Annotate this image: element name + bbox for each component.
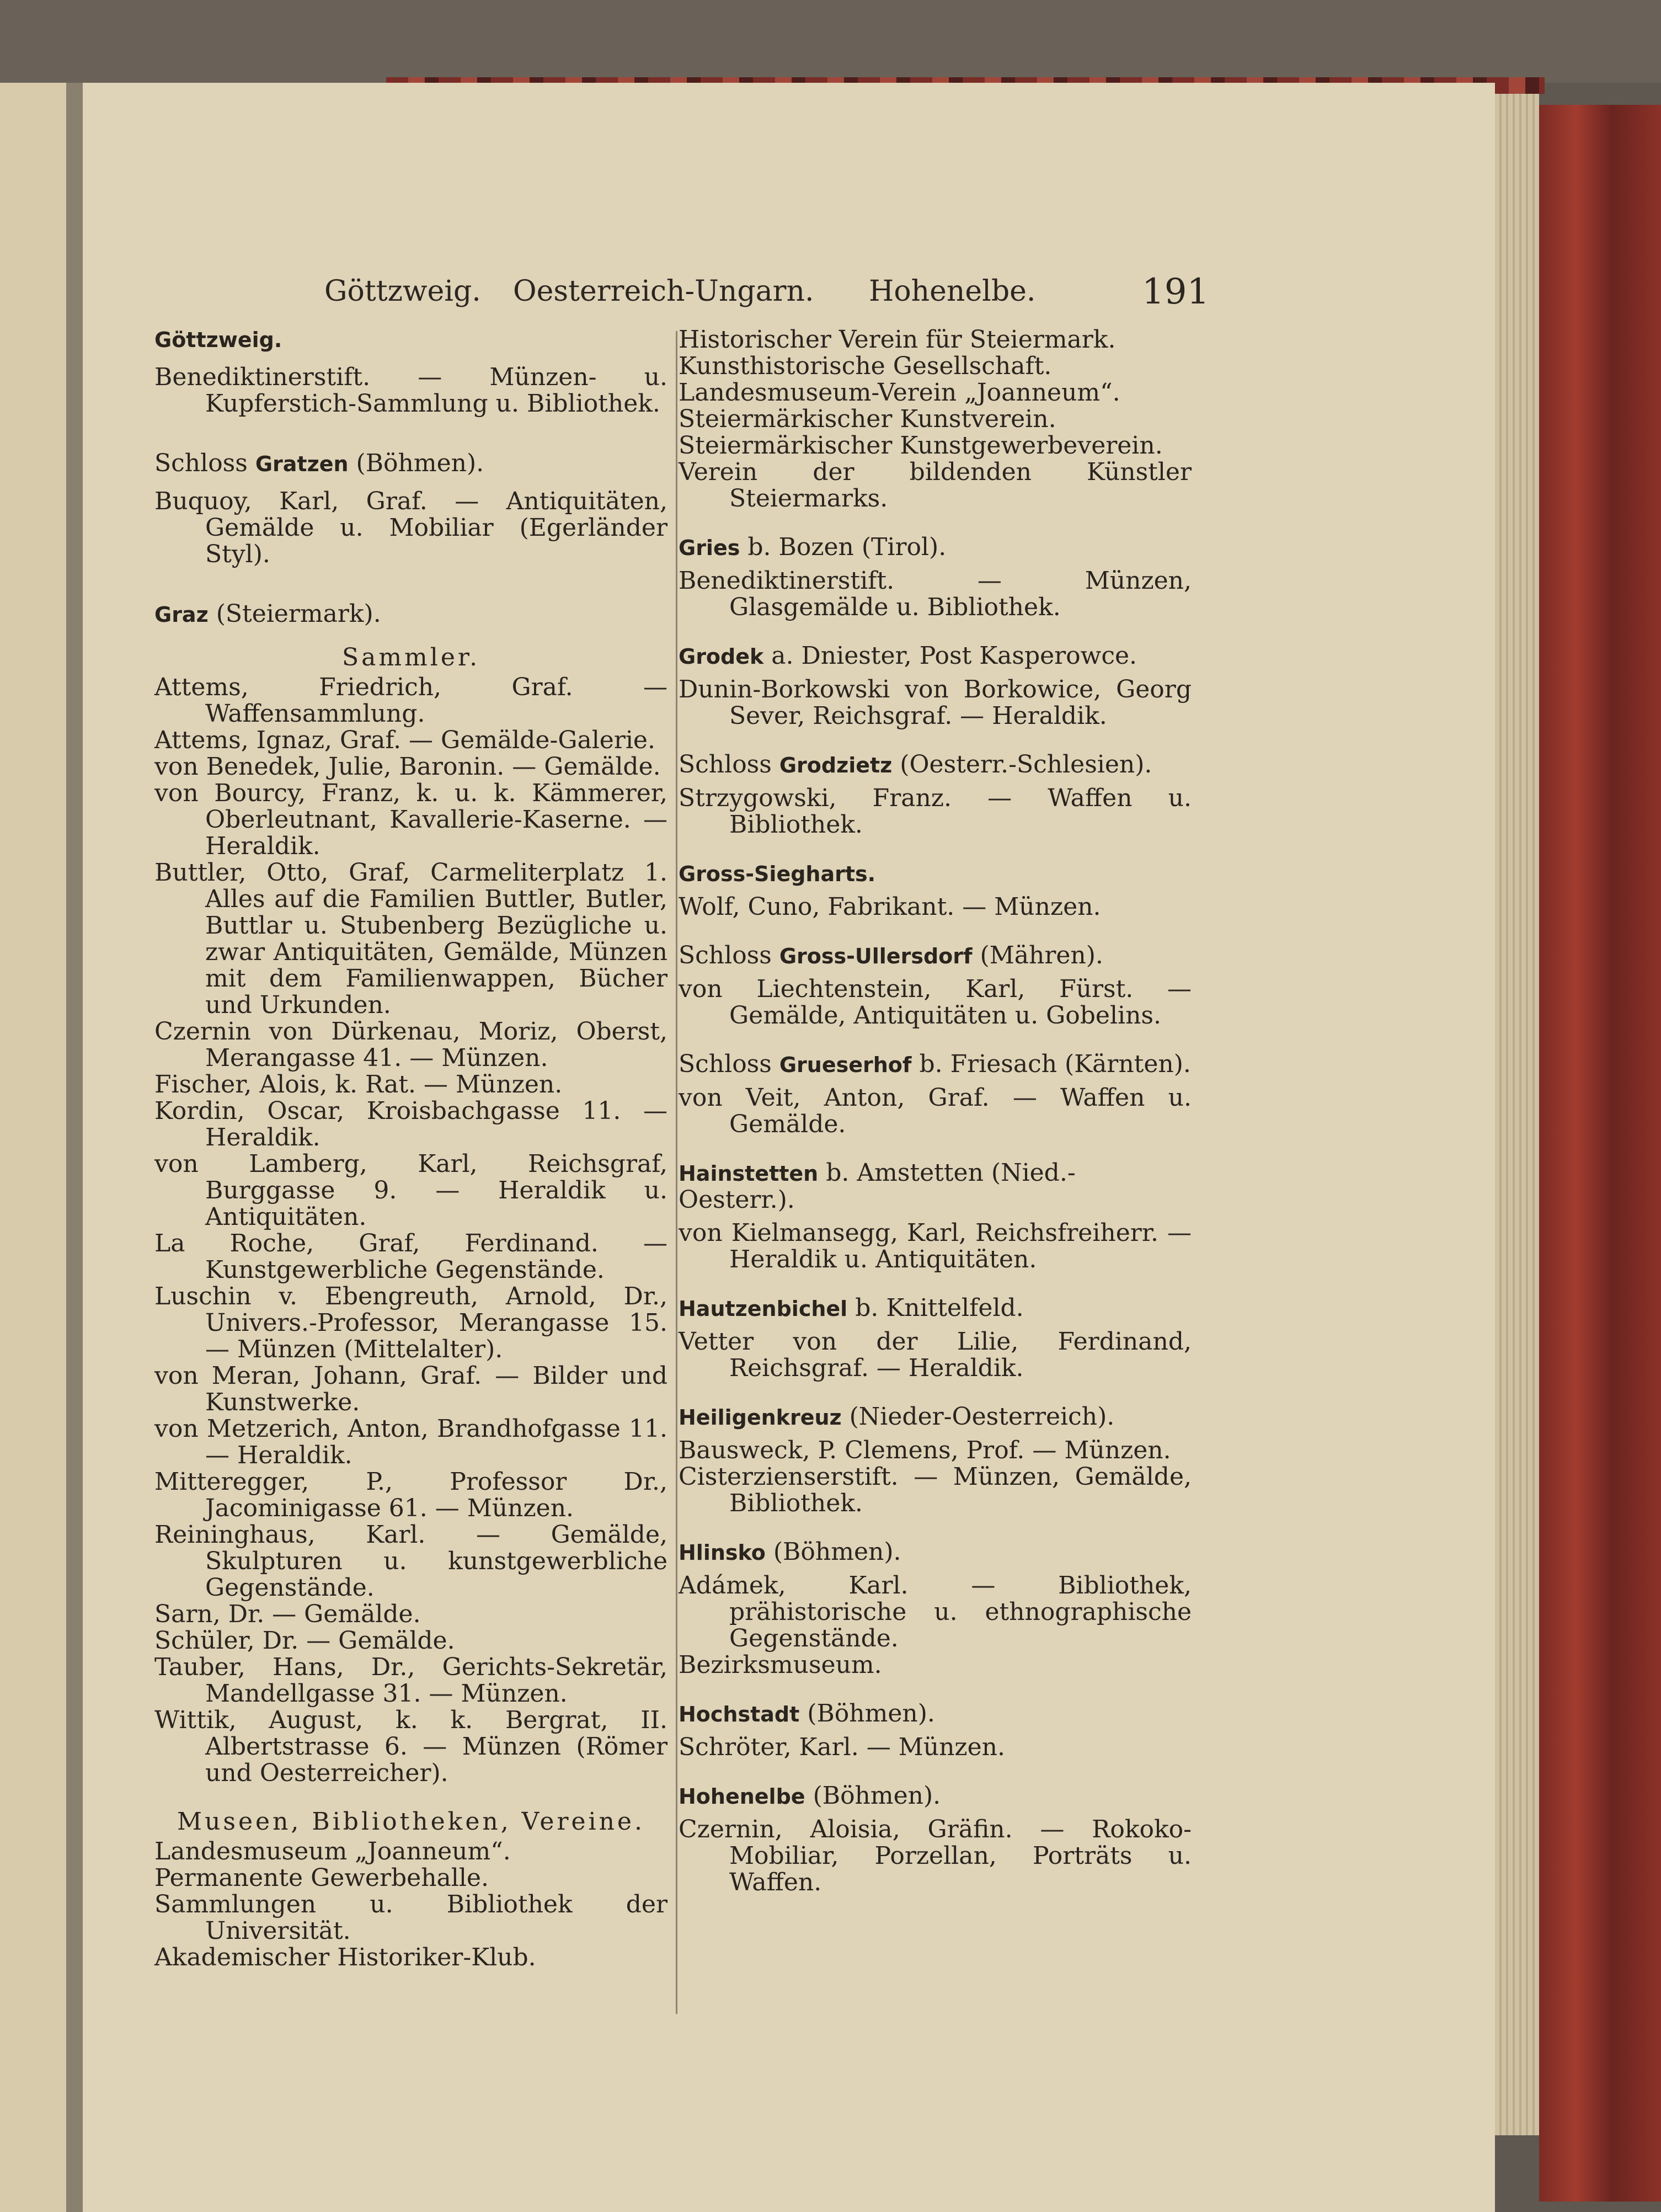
heading-suffix: (Steiermark). <box>216 600 381 628</box>
left-page-edge <box>0 83 77 2212</box>
place-heading <box>679 1539 1192 1566</box>
place-heading <box>679 1295 1192 1322</box>
place-heading <box>679 860 1192 887</box>
place-heading <box>679 643 1192 670</box>
entry: Tauber, Hans, Dr., Gerichts-Sekretär, Mandellgasse 31. — Münzen. <box>154 1653 667 1708</box>
heading-suffix: b. Friesach (Kärnten). <box>919 1050 1191 1078</box>
heading-suffix: b. Knittelfeld. <box>855 1294 1024 1322</box>
page-number: 191 <box>1142 271 1210 312</box>
heading-suffix: a. Dniester, Post Kasperowce. <box>771 642 1137 670</box>
right-column <box>679 327 1192 1896</box>
heading-suffix: (Oesterr.-Schlesien). <box>900 750 1152 779</box>
place-heading: Göttzweig. <box>154 328 282 352</box>
background-top <box>0 0 1661 83</box>
entry: Luschin v. Ebengreuth, Arnold, Dr., Univers.-Professor, Merangasse 15. — Münzen (Mittelalter). <box>154 1282 667 1363</box>
entry: Czernin von Dürkenau, Moriz, Oberst, Merangasse 41. — Münzen. <box>154 1017 667 1072</box>
running-head-left: Göttzweig. <box>324 275 481 308</box>
heading-suffix: (Nieder-Oesterreich). <box>849 1403 1115 1431</box>
heading-prefix: Schloss <box>679 750 772 779</box>
entry: von Liechtenstein, Karl, Fürst. — Gemälde, Antiquitäten u. Gobelins. <box>679 975 1192 1030</box>
heading-name: Heiligenkreuz <box>679 1405 842 1430</box>
entry: von Benedek, Julie, Baronin. — Gemälde. <box>154 753 661 781</box>
entry: von Metzerich, Anton, Brandhofgasse 11. — Heraldik. <box>154 1415 667 1469</box>
entry: Attems, Ignaz, Graf. — Gemälde-Galerie. <box>154 726 655 754</box>
entry: Verein der bildenden Künstler Steiermarks. <box>679 458 1192 513</box>
heading-suffix: b. Bozen (Tirol). <box>747 533 947 561</box>
entry: Fischer, Alois, k. Rat. — Münzen. <box>154 1070 563 1099</box>
place-heading <box>154 450 667 477</box>
entry: von Veit, Anton, Graf. — Waffen u. Gemälde. <box>679 1084 1192 1138</box>
heading-prefix: Schloss <box>679 941 772 969</box>
entry: Kunsthistorische Gesellschaft. <box>679 352 1052 380</box>
entry: Adámek, Karl. — Bibliothek, prähistorische u. ethnographische Gegenstände. <box>679 1571 1192 1653</box>
heading-name: Hochstadt <box>679 1702 800 1726</box>
heading-prefix: Schloss <box>154 449 248 477</box>
heading-name: Hlinsko <box>679 1541 766 1565</box>
heading-suffix: (Böhmen). <box>773 1538 901 1566</box>
entry: Vetter von der Lilie, Ferdinand, Reichsgraf. — Heraldik. <box>679 1328 1192 1382</box>
spacer <box>154 353 667 364</box>
entry: Strzygowski, Franz. — Waffen u. Bibliothek. <box>679 784 1192 839</box>
entry: Benediktinerstift. — Münzen, Glasgemälde u. Bibliothek. <box>679 567 1192 621</box>
entry: von Kielmansegg, Karl, Reichsfreiherr. — Heraldik u. Antiquitäten. <box>679 1219 1192 1273</box>
book-gutter <box>66 83 83 2212</box>
entry: Cisterzienserstift. — Münzen, Gemälde, Bibliothek. <box>679 1463 1192 1517</box>
heading-suffix: (Mähren). <box>980 941 1103 969</box>
spacer <box>154 477 667 488</box>
heading-name: Gross-Siegharts. <box>679 862 876 886</box>
place-heading <box>679 534 1192 561</box>
marbled-cover <box>1539 105 1661 2202</box>
place-heading <box>679 1404 1192 1431</box>
entry: Schröter, Karl. — Münzen. <box>679 1733 1005 1761</box>
left-column <box>154 327 667 1971</box>
entry: Sarn, Dr. — Gemälde. <box>154 1600 421 1628</box>
entry: Schüler, Dr. — Gemälde. <box>154 1627 455 1655</box>
entry: Landesmuseum-Verein „Joanneum“. <box>679 379 1120 407</box>
heading-name: Grodzietz <box>779 753 893 777</box>
heading-name: Gratzen <box>255 452 349 476</box>
place-heading <box>679 1701 1192 1728</box>
place-heading <box>679 1051 1192 1078</box>
heading-name: Gries <box>679 536 740 560</box>
running-head <box>0 271 1661 313</box>
entry: Bezirksmuseum. <box>679 1651 882 1679</box>
entry: von Meran, Johann, Graf. — Bilder und Kunstwerke. <box>154 1362 667 1416</box>
heading-suffix: (Böhmen). <box>813 1782 941 1810</box>
entry: Buttler, Otto, Graf, Carmeliterplatz 1. Alles auf die Familien Buttler, Butler, Buttlar u. Stubenberg Bezügliche u. zwar Antiquitäten, Gemälde, Münzen mit dem Familienwappen, Bücher und Urkunden. <box>154 859 667 1019</box>
heading-name: Graz <box>154 603 209 627</box>
entry: Mitteregger, P., Professor Dr., Jacominigasse 61. — Münzen. <box>154 1468 667 1522</box>
heading-prefix: Schloss <box>679 1050 772 1078</box>
entry: von Lamberg, Karl, Reichsgraf, Burggasse 9. — Heraldik u. Antiquitäten. <box>154 1150 667 1231</box>
heading-name: Gross-Ullersdorf <box>779 944 973 968</box>
heading-suffix: b. Amstetten (Nied.-Oesterr.). <box>679 1159 1076 1214</box>
heading-name: Grodek <box>679 644 764 669</box>
place-heading <box>679 1783 1192 1810</box>
running-head-center: Oesterreich-Ungarn. <box>513 275 814 308</box>
entry: Benediktinerstift. — Münzen- u. Kupferstich-Sammlung u. Bibliothek. <box>154 363 667 418</box>
entry: Dunin-Borkowski von Borkowice, Georg Sever, Reichsgraf. — Heraldik. <box>679 675 1192 730</box>
entry: Bausweck, P. Clemens, Prof. — Münzen. <box>679 1436 1171 1464</box>
entry: Historischer Verein für Steiermark. <box>679 326 1116 354</box>
entry: Buquoy, Karl, Graf. — Antiquitäten, Gemälde u. Mobiliar (Egerländer Styl). <box>154 487 667 568</box>
entry: La Roche, Graf, Ferdinand. — Kunstgewerbliche Gegenstände. <box>154 1229 667 1284</box>
entry: Wittik, August, k. k. Bergrat, II. Albertstrasse 6. — Münzen (Römer und Oesterreicher). <box>154 1706 667 1787</box>
heading-name: Hautzenbichel <box>679 1297 848 1321</box>
entry: Steiermärkischer Kunstgewerbeverein. <box>679 431 1163 460</box>
entry: Landesmuseum „Joanneum“. <box>154 1837 511 1865</box>
heading-suffix: (Böhmen). <box>356 449 484 477</box>
place-heading <box>679 751 1192 779</box>
heading-name: Grueserhof <box>779 1053 912 1077</box>
heading-name: Hohenelbe <box>679 1784 805 1809</box>
entry: Steiermärkischer Kunstverein. <box>679 405 1056 433</box>
running-head-right: Hohenelbe. <box>869 275 1036 308</box>
place-list <box>679 534 1192 1896</box>
entry: Permanente Gewerbehalle. <box>154 1864 489 1892</box>
entry: Czernin, Aloisia, Gräfin. — Rokoko-Mobiliar, Porzellan, Porträts u. Waffen. <box>679 1815 1192 1896</box>
place-heading <box>679 942 1192 969</box>
entry: Wolf, Cuno, Fabrikant. — Münzen. <box>679 893 1101 921</box>
subsection-label: Sammler. <box>341 643 480 671</box>
entry: Reininghaus, Karl. — Gemälde, Skulpturen u. kunstgewerbliche Gegenstände. <box>154 1521 667 1602</box>
heading-name: Hainstetten <box>679 1161 819 1186</box>
page-edges <box>1495 94 1539 2135</box>
place-heading <box>154 601 667 628</box>
entry: Kordin, Oscar, Kroisbachgasse 11. — Heraldik. <box>154 1097 667 1152</box>
column-rule <box>676 331 677 2014</box>
subsection-label: Museen, Bibliotheken, Vereine. <box>177 1808 645 1836</box>
entry: Sammlungen u. Bibliothek der Universität. <box>154 1890 667 1945</box>
entry: von Bourcy, Franz, k. u. k. Kämmerer, Oberleutnant, Kavallerie-Kaserne. — Heraldik. <box>154 779 667 860</box>
entry: Attems, Friedrich, Graf. — Waffensammlung. <box>154 673 667 728</box>
place-heading <box>679 1160 1192 1213</box>
entry: Akademischer Historiker-Klub. <box>154 1943 536 1971</box>
heading-suffix: (Böhmen). <box>807 1699 935 1728</box>
